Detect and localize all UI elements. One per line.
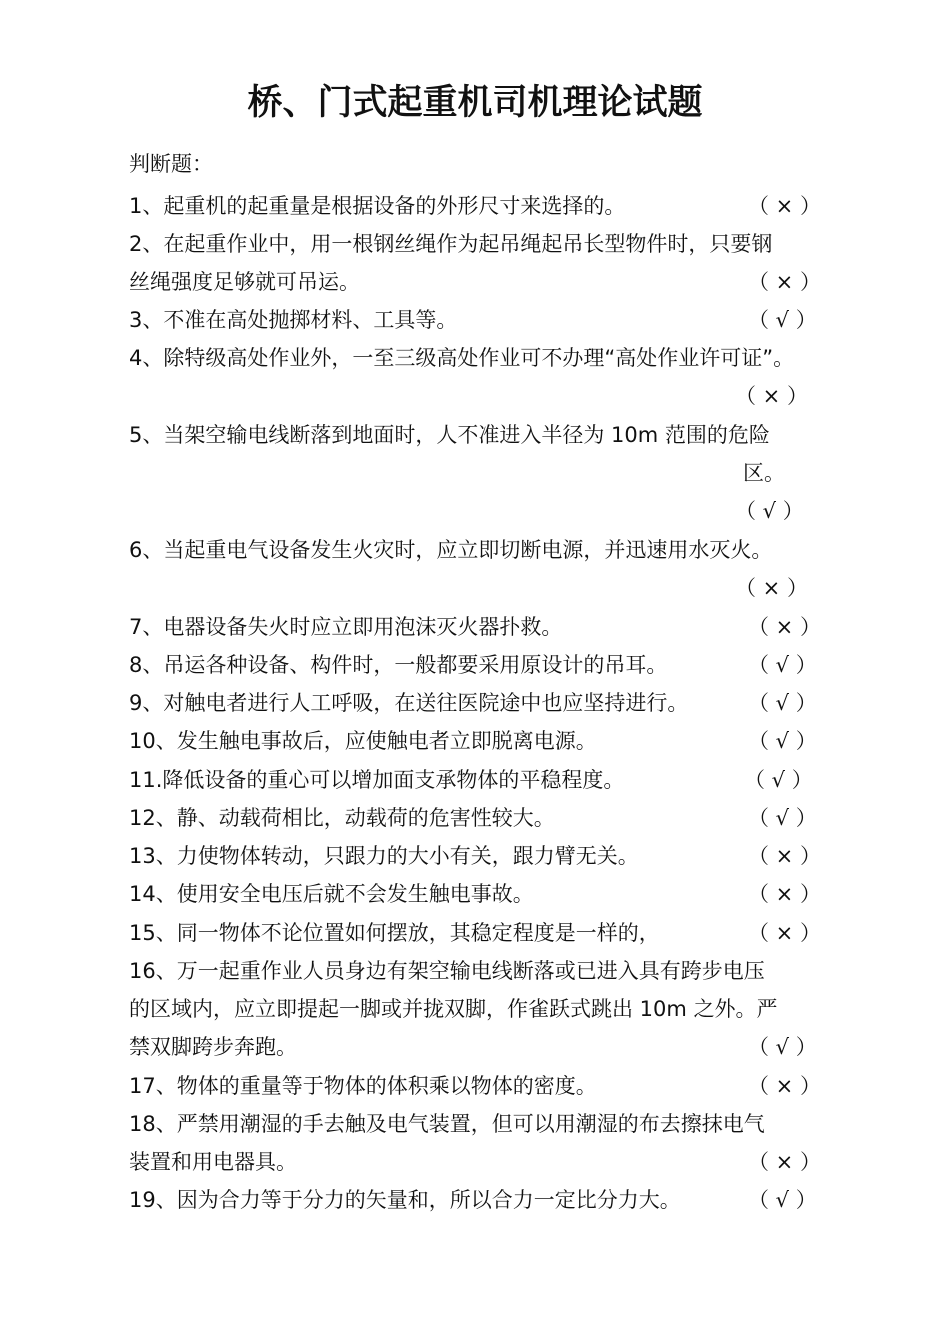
question-line: 12、静、动载荷相比，动载荷的危害性较大。 [129,806,555,830]
question-line: 14、使用安全电压后就不会发生触电事故。 [129,882,534,906]
answer-mark: （ √ ） [748,729,817,753]
answer-mark: （ × ） [748,1074,821,1098]
question-line: 6、当起重电气设备发生火灾时，应立即切断电源，并迅速用水灭火。 [129,538,773,562]
page-title: 桥、门式起重机司机理论试题 [247,83,703,123]
answer-mark: （ × ） [748,194,821,218]
answer-mark: （ √ ） [748,653,817,677]
answer-mark: （ √ ） [748,691,817,715]
question-line: 7、电器设备失火时应立即用泡沫灭火器扑救。 [129,615,563,639]
question-line: 1、起重机的起重量是根据设备的外形尺寸来选择的。 [129,194,626,218]
question-line: 9、对触电者进行人工呼吸，在送往医院途中也应坚持进行。 [129,691,689,715]
question-line: 的区域内，应立即提起一脚或并拢双脚，作雀跃式跳出 10m 之外。严 [129,997,778,1021]
answer-mark: （ × ） [735,384,808,408]
question-line: 17、物体的重量等于物体的体积乘以物体的密度。 [129,1074,597,1098]
question-line: 丝绳强度足够就可吊运。 [129,270,360,294]
answer-mark: （ × ） [735,576,808,600]
question-line: 3、不准在高处抛掷材料、工具等。 [129,308,458,332]
answer-mark: （ × ） [748,844,821,868]
answer-mark: （ √ ） [748,1188,817,1212]
answer-mark: （ × ） [748,1150,821,1174]
question-line: 10、发生触电事故后，应使触电者立即脱离电源。 [129,729,597,753]
question-line: 15、同一物体不论位置如何摆放，其稳定程度是一样的， [129,921,660,945]
answer-mark: （ √ ） [744,768,813,792]
answer-mark: （ × ） [748,615,821,639]
question-line: 18、严禁用潮湿的手去触及电气装置，但可以用潮湿的布去擦抹电气 [129,1112,765,1136]
answer-mark: （ √ ） [735,499,804,523]
question-line: 装置和用电器具。 [129,1150,297,1174]
question-line: 13、力使物体转动，只跟力的大小有关，跟力臂无关。 [129,844,639,868]
question-line: 禁双脚跨步奔跑。 [129,1035,297,1059]
question-line: 2、在起重作业中，用一根钢丝绳作为起吊绳起吊长型物件时，只要钢 [129,232,773,256]
question-line: 4、除特级高处作业外，一至三级高处作业可不办理“高处作业许可证”。 [129,346,795,370]
answer-mark: （ √ ） [748,806,817,830]
answer-mark: （ × ） [748,882,821,906]
question-line: 11.降低设备的重心可以增加面支承物体的平稳程度。 [129,768,625,792]
question-line: 16、万一起重作业人员身边有架空输电线断落或已进入具有跨步电压 [129,959,765,983]
question-line: 区。 [743,461,785,485]
answer-mark: （ × ） [748,270,821,294]
answer-mark: （ √ ） [748,1035,817,1059]
section-label: 判断题： [129,152,213,176]
answer-mark: （ × ） [748,921,821,945]
question-line: 8、吊运各种设备、构件时，一般都要采用原设计的吊耳。 [129,653,668,677]
question-line: 5、当架空输电线断落到地面时，人不准进入半径为 10m 范围的危险 [129,423,770,447]
question-line: 19、因为合力等于分力的矢量和，所以合力一定比分力大。 [129,1188,681,1212]
answer-mark: （ √ ） [748,308,817,332]
